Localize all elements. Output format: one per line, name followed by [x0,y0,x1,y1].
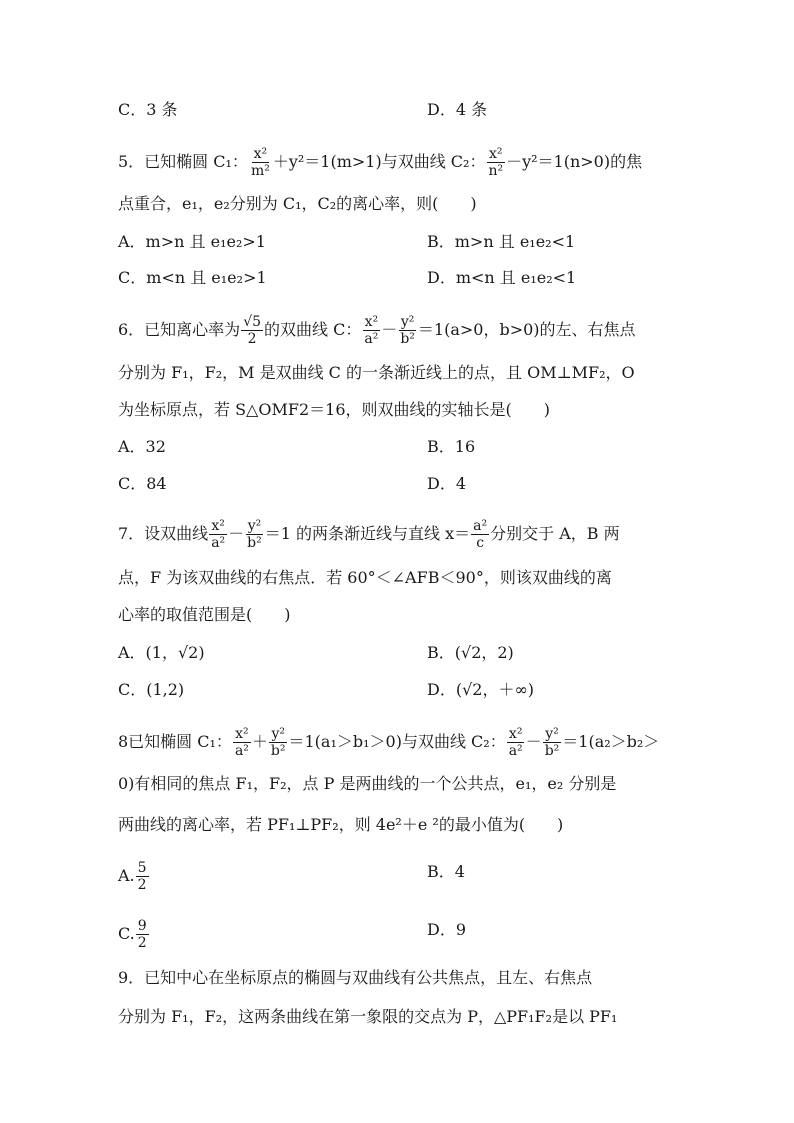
q4-option-c: C．3 条 [118,100,178,119]
q7-minus: － [228,524,245,543]
q6-fraction-2 [398,314,417,347]
q7-stem-c: 分别交于 A，B 两 [490,524,620,543]
q6-stem-line1 [118,314,636,347]
q8-option-a-fraction [136,860,149,893]
frac-den: 2 [137,877,147,893]
q8-option-c [118,918,150,951]
q5-option-a: A．m>n 且 e₁e₂>1 [118,232,266,251]
q8-fraction-1 [233,726,251,759]
q8-fraction-4 [543,726,562,759]
frac-num: x² [364,314,379,330]
frac-den: 2 [137,935,147,951]
q6-option-b: B．16 [427,437,476,456]
frac-den: b² [247,535,262,551]
frac-den: m² [250,163,270,179]
q5-fraction-1 [249,146,272,179]
q6-stem-a: 6．已知离心率为 [118,320,241,339]
q8-option-d: D．9 [427,920,467,939]
q8-stem-b: ＝1(a₁＞b₁＞0)与双曲线 C₂： [288,732,506,751]
q5-stem-a: 5．已知椭圆 C₁： [118,152,248,171]
frac-num: x² [489,146,503,162]
q4-option-d: D．4 条 [427,100,488,119]
q6-stem-c: ＝1(a>0，b>0)的左、右焦点 [417,320,636,339]
frac-num: 5 [137,860,147,876]
frac-num: x² [211,518,225,534]
q6-minus: － [381,320,398,339]
q8-stem-c: ＝1(a₂＞b₂＞ [562,732,660,751]
q7-stem-b: ＝1 的两条渐近线与直线 x＝ [264,524,471,543]
q8-stem-a: 8已知椭圆 C₁： [118,732,232,751]
q7-option-b: B．(√2，2) [427,643,514,662]
q8-option-a-label: A. [118,866,135,885]
frac-den: a² [234,743,249,759]
frac-den: b² [544,743,560,759]
q7-stem-line1 [118,518,620,551]
q6-option-d: D．4 [427,474,467,493]
q7-stem-line2: 点，F 为该双曲线的右焦点．若 60°＜∠AFB＜90°，则该双曲线的离 [118,568,612,587]
q5-fraction-2 [486,146,505,179]
q6-option-c: C．84 [118,474,167,493]
q6-option-a: A．32 [118,437,166,456]
frac-num: y² [247,518,262,534]
q8-stem-line3: 两曲线的离心率，若 PF₁⊥PF₂，则 4e²＋e ²的最小值为( ) [118,815,564,834]
q6-stem-b: 的双曲线 C： [264,320,362,339]
q8-stem-line2: 0)有相同的焦点 F₁，F₂，点 P 是两曲线的一个公共点，e₁，e₂ 分别是 [118,774,617,793]
q8-fraction-3 [507,726,525,759]
q8-stem-line1 [118,726,660,759]
q8-plus: ＋ [251,732,268,751]
frac-num: x² [253,146,268,162]
q5-option-c: C．m<n 且 e₁e₂>1 [118,268,267,287]
q7-option-a: A．(1，√2) [118,643,205,662]
frac-num: y² [271,726,285,742]
frac-num: y² [400,314,415,330]
q9-stem-line1: 9．已知中心在坐标原点的椭圆与双曲线有公共焦点，且左、右焦点 [118,968,593,987]
frac-den: c [476,535,485,551]
frac-num: x² [235,726,249,742]
frac-den: b² [400,331,415,347]
frac-den: n² [488,163,504,179]
frac-den: a² [508,743,523,759]
q9-stem-line2: 分别为 F₁，F₂，这两条曲线在第一象限的交点为 P，△PF₁F₂是以 PF₁ [118,1007,618,1026]
frac-den: b² [270,743,286,759]
q8-option-c-fraction [136,918,149,951]
q8-option-b: B．4 [427,862,465,881]
q7-option-d: D．(√2，＋∞) [427,680,535,699]
frac-num: 9 [137,918,147,934]
q7-fraction-2 [245,518,264,551]
q5-stem-b: ＋y²＝1(m>1)与双曲线 C₂： [272,152,486,171]
q7-option-c: C．(1,2) [118,680,185,699]
frac-num: √5 [243,314,262,330]
q7-stem-line3: 心率的取值范围是( ) [118,605,291,624]
frac-den: a² [364,331,379,347]
frac-num: y² [545,726,559,742]
q8-option-a [118,860,150,893]
q5-option-b: B．m>n 且 e₁e₂<1 [427,232,576,251]
q5-stem-line2: 点重合，e₁，e₂分别为 C₁，C₂的离心率，则( ) [118,194,477,213]
q8-fraction-2 [269,726,288,759]
q7-fraction-3 [471,518,489,551]
q5-option-d: D．m<n 且 e₁e₂<1 [427,268,577,287]
q5-stem-c: －y²＝1(n>0)的焦 [506,152,643,171]
q6-eccentricity-fraction [241,314,263,347]
q8-option-c-label: C. [118,924,135,943]
frac-num: x² [508,726,523,742]
frac-num: a² [473,518,488,534]
frac-den: a² [211,535,226,551]
q6-stem-line2: 分别为 F₁，F₂，M 是双曲线 C 的一条渐近线上的点，且 OM⊥MF₂，O [118,363,635,382]
q5-stem-line1 [118,146,643,179]
frac-den: 2 [247,331,257,347]
q6-fraction-1 [362,314,380,347]
q6-stem-line3: 为坐标原点，若 S△OMF2＝16，则双曲线的实轴长是( ) [118,400,550,419]
q8-minus: － [525,732,542,751]
q7-stem-a: 7．设双曲线 [118,524,209,543]
q7-fraction-1 [209,518,227,551]
